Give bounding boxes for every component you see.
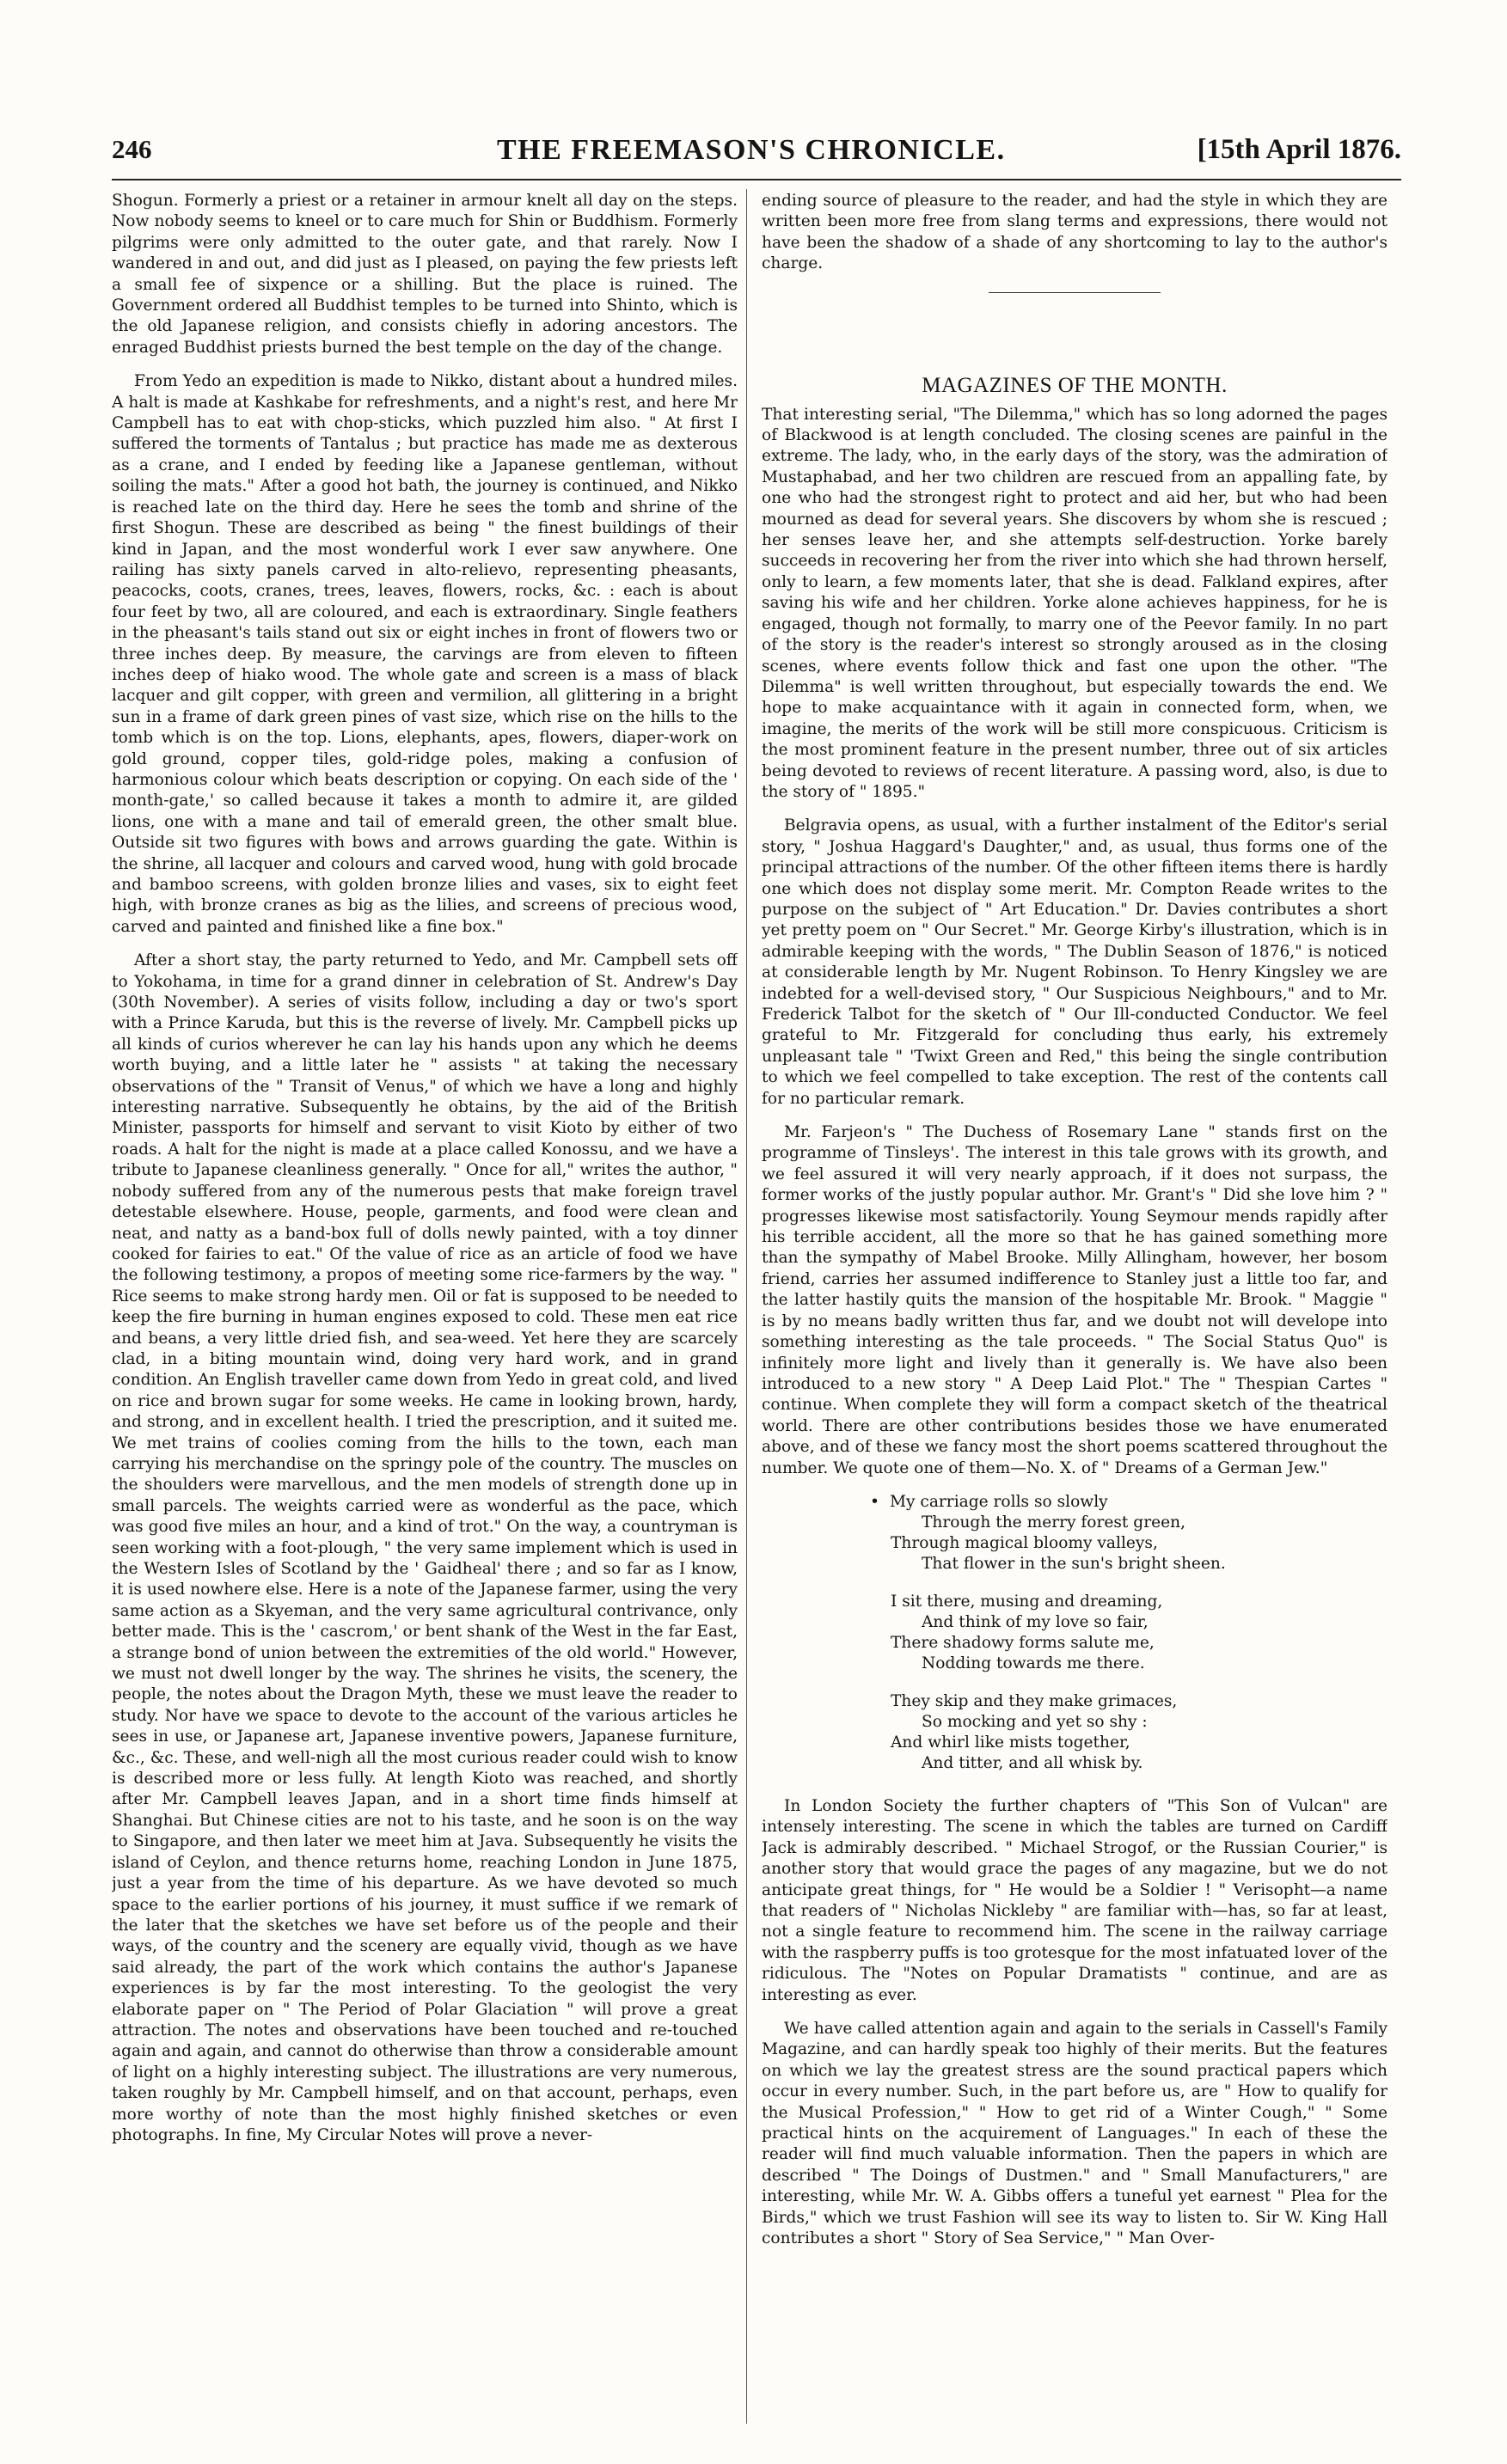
right-column — [762, 191, 1388, 2425]
page-number: 246 — [112, 134, 152, 164]
poem-line: So mocking and yet so shy : — [922, 1712, 1148, 1731]
right-intro-paragraph: ending source of pleasure to the reader, and had the style in which they are written been more free from slang terms and expressions, there would not have been the shadow of a shade of any shortcoming to lay to the author's charge. — [762, 192, 1388, 273]
poem-line: Through the merry forest green, — [922, 1513, 1185, 1532]
review-paragraph: Belgravia opens, as usual, with a further instalment of the Editor's serial story, " Joshua Haggard's Daughter," and, as usual, thus forms one of the principal attractions of the number. Of the other fifteen items there is hardly one which does not display some merit. Mr. Compton Reade writes to the purpose on the subject of " Art Education." Dr. Davies contributes a short yet pretty poem on " Our Secret." Mr. George Kirby's illustration, which is in admirable keeping with the words, " The Dublin Season of 1876," is noticed at considerable length by Mr. Nugent Robinson. To Henry Kingsley we are indebted for a well-devised story, " Our Suspicious Neighbours," and to Mr. Frederick Talbot for the sketch of " Our Ill-conducted Conductor. We feel grateful to Mr. Fitzgerald for concluding thus early, his extremely unpleasant tale " 'Twixt Green and Red," this being the single contribution to which we feel compelled to take exception. The rest of the contents call for no particular remark. — [762, 816, 1388, 1108]
poem-line: And whirl like mists together, — [891, 1733, 1130, 1752]
section-title: MAGAZINES OF THE MONTH. — [922, 373, 1228, 397]
poem — [870, 1492, 1388, 1774]
poem-stanza — [891, 1691, 1388, 1774]
header-rule — [112, 179, 1401, 180]
poem-line: They skip and they make grimaces, — [891, 1691, 1178, 1710]
section-separator — [989, 292, 1161, 293]
left-column — [112, 191, 738, 2425]
poem-stanza — [891, 1592, 1388, 1674]
issue-date: [15th April 1876. — [1197, 134, 1401, 165]
page-header — [112, 134, 1401, 168]
poem-line: Nodding towards me there. — [922, 1654, 1145, 1672]
masthead-title: THE FREEMASON'S CHRONICLE. — [497, 134, 1006, 166]
poem-line: And titter, and all whisk by. — [922, 1753, 1143, 1772]
poem-line: That flower in the sun's bright sheen. — [922, 1554, 1226, 1573]
poem-line: I sit there, musing and dreaming, — [891, 1592, 1163, 1611]
poem-line: • My carriage rolls so slowly — [870, 1492, 1108, 1511]
column-divider — [746, 189, 747, 2424]
poem-line: There shadowy forms salute me, — [891, 1633, 1155, 1652]
left-paragraph: Shogun. Formerly a priest or a retainer in armour knelt all day on the steps. Now nobody seems to kneel or to care much for Shin or Buddhism. Formerly pilgrims were only admitted to the outer gate, and that rarely. Now I wandered in and out, and did just as I pleased, on paying the few priests left a small fee of sixpence or a shilling. But the place is ruined. The Government ordered all Buddhist temples to be turned into Shinto, which is the old Japanese religion, and consists chiefly in adoring ancestors. The enraged Buddhist priests burned the best temple on the day of the change. — [112, 192, 738, 357]
review-paragraph: In London Society the further chapters of "This Son of Vulcan" are intensely interesting. The scene in which the tables are turned on Cardiff Jack is admirably described. " Michael Strogof, or the Russian Courier," is another story that would grace the pages of any magazine, but we do not anticipate great things, for " He would be a Soldier ! " Verisopht—a name that readers of " Nicholas Nickleby " are familiar with—has, so far at least, not a single feature to recommend him. The scene in the railway carriage with the raspberry puffs is too grotesque for the most infatuated lover of the ridiculous. The "Notes on Popular Dramatists " continue, and are as interesting as ever. — [762, 1796, 1388, 2004]
poem-line: Through magical bloomy valleys, — [891, 1533, 1158, 1552]
poem-stanza — [870, 1492, 1388, 1574]
review-paragraph: Mr. Farjeon's " The Duchess of Rosemary Lane " stands first on the programme of Tinsleys'. The interest in this tale grows with its growth, and we feel assured it will very nearly approach, if it does not surpass, the former works of the justly popular author. Mr. Grant's " Did she love him ? " progresses likewise most satisfactorily. Young Seymour mends rapidly after his terrible accident, all the more so that he has gained something more than the sympathy of Mabel Brooke. Milly Allingham, however, her bosom friend, carries her assumed indifference to Stanley just a little too far, and the latter hastily quits the mansion of the hospitable Mr. Brook. " Maggie " is by no means badly written thus far, and we doubt not will develope into something interesting as the tale proceeds. " The Social Status Quo" is infinitely more light and lively than it generally is. We have also been introduced to a new story " A Deep Laid Plot." The " Thespian Cartes " continue. When complete they will form a compact sketch of the theatrical world. There are other contributions besides those we have enumerated above, and of these we fancy most the short poems scattered throughout the number. We quote one of them—No. X. of " Dreams of a German Jew." — [762, 1123, 1388, 1477]
left-paragraph: After a short stay, the party returned to Yedo, and Mr. Campbell sets off to Yokohama, in time for a grand dinner in celebration of St. Andrew's Day (30th November). A series of visits follow, including a day or two's sport with a Prince Karuda, but this is the reverse of lively. Mr. Campbell picks up all kinds of curios wherever he can lay his hands upon any which he deems worth buying, and a little later he " assists " at taking the necessary observations of the " Transit of Venus," of which we have a long and highly interesting narrative. Subsequently he obtains, by the aid of the British Minister, passports for himself and servant to visit Kioto by either of two roads. A halt for the night is made at a place called Konossu, and we have a tribute to Japanese cleanliness generally. " Once for all," writes the author, " nobody suffered from any of the numerous pests that make foreign travel detestable elsewhere. House, people, garments, and food were clean and neat, and natty as a band-box full of dolls newly painted, with a toy dinner cooked for fairies to eat." Of the value of rice as an article of food we have the following testimony, a propos of meeting some rice-farmers by the way. " Rice seems to make strong hardy men. Oil or fat is supposed to be needed to keep the fire burning in human engines exposed to cold. These men eat rice and beans, a very little dried fish, and sea-weed. Yet here they are scarcely clad, in a biting mountain wind, doing very hard work, and in grand condition. An English traveller came down from Yedo in great cold, and lived on rice and brown sugar for some weeks. He came in looking brown, hardy, and strong, and in excellent health. I tried the prescription, and it suited me. We met trains of coolies coming from the hills to the town, each man carrying his merchandise on the springy pole of the country. The muscles on the shoulders were marvellous, and the men models of strength done up in small parcels. The weights carried were as wonderful as the pace, which was good five miles an hour, and a kind of trot." On the way, a countryman is seen working with a foot-plough, " the very same implement which is used in the Western Isles of Scotland by the ' Gaidheal' there ; and so far as I know, it is used nowhere else. Here is a note of the Japanese farmer, using the very same action as a Skyeman, and the very same agricultural contrivance, only better made. This is the ' cascrom,' or bent shank of the West in the far East, a strange bond of union between the extremities of the old world." However, we must not dwell longer by the way. The shrines he visits, the scenery, the people, the notes about the Dragon Myth, these we must leave the reader to study. Nor have we space to devote to the account of the various articles he sees in use, or Japanese art, Japanese inventive powers, Japanese furniture, &c., &c. These, and well-nigh all the most curious reader could wish to know is described more or less fully. At length Kioto was reached, and shortly after Mr. Campbell leaves Japan, and in a short time finds himself at Shanghai. But Chinese cities are not to his taste, and he soon is on the way to Singapore, and then later we meet him at Java. Subsequently he visits the island of Ceylon, and thence returns home, reaching London in June 1875, just a year from the time of his departure. As we have devoted so much space to the earlier portions of his journey, it must suffice if we remark of the later that the sketches we have set before us of the people and their ways, of the country and the scenery are equally vivid, though as we have said already, the part of the work which contains the author's Japanese experiences is by far the most interesting. To the geologist the very elaborate paper on " The Period of Polar Glaciation " will prove a great attraction. The notes and observations have been touched and re-touched again and again, and cannot do otherwise than throw a considerable amount of light on a highly interesting subject. The illustrations are very numerous, taken roughly by Mr. Campbell himself, and on that account, perhaps, even more worthy of note than the most highly finished sketches or even photographs. In fine, My Circular Notes will prove a never- — [112, 951, 738, 2144]
poem-line: And think of my love so fair, — [922, 1612, 1149, 1631]
poem-bullet-mark: • — [870, 1492, 879, 1511]
review-paragraph: That interesting serial, "The Dilemma," which has so long adorned the pages of Blackwood is at length concluded. The closing scenes are painful in the extreme. The lady, who, in the early days of the story, was the admiration of Mustaphabad, and her two children are rescued from an appalling fate, by one who had the strongest right to protect and aid her, but who had been mourned as dead for several years. She discovers by whom she is rescued ; her senses leave her, and she attempts self-destruction. Yorke barely succeeds in recovering her from the river into which she had thrown herself, only to learn, a few moments later, that she is dead. Falkland expires, after saving his wife and her children. Yorke alone achieves happiness, for he is engaged, though not formally, to marry one of the Peevor family. In no part of the story is the reader's interest so strongly aroused as in the closing scenes, where events follow thick and fast one upon the other. "The Dilemma" is well written throughout, but especially towards the end. We hope to make acquaintance with it again in connected form, when, we imagine, the merits of the work will be still more conspicuous. Criticism is the most prominent feature in the present number, three out of six articles being devoted to reviews of recent literature. A passing word, also, is due to the story of " 1895." — [762, 405, 1388, 801]
review-paragraph: We have called attention again and again to the serials in Cassell's Family Magazine, and can hardly speak too highly of their merits. But the features on which we lay the greatest stress are the sound practical papers which occur in every number. Such, in the part before us, are " How to qualify for the Musical Profession," " How to get rid of a Winter Cough," " Some practical hints on the acquirement of Languages." In each of these the reader will find much valuable information. Then the papers in which are described " The Doings of Dustmen." and " Small Manufacturers," are interesting, while Mr. W. A. Gibbs offers a tuneful yet earnest " Plea for the Birds," which we trust Fashion will see its way to listen to. Sir W. King Hall contributes a short " Story of Sea Service," " Man Over- — [762, 2020, 1388, 2248]
left-paragraph: From Yedo an expedition is made to Nikko, distant about a hundred miles. A halt is made at Kashkabe for refreshments, and a night's rest, and here Mr Campbell has to eat with chop-sticks, which puzzled him also. " At first I suffered the torments of Tantalus ; but practice has made me as dexterous as a crane, and I ended by feeding like a Japanese gentleman, without soiling the mats." After a good hot bath, the journey is continued, and Nikko is reached late on the third day. Here he sees the tomb and shrine of the first Shogun. These are described as being " the finest buildings of their kind in Japan, and the most wonderful work I ever saw anywhere. One railing has sixty panels carved in alto-relievo, representing pheasants, peacocks, coots, cranes, trees, leaves, flowers, rocks, &c. : each is about four feet by two, all are coloured, and each is extraordinary. Single feathers in the pheasant's tails stand out six or eight inches in front of flowers two or three inches deep. By measure, the carvings are from eleven to fifteen inches deep of hiako wood. The whole gate and screen is a mass of black lacquer and gilt copper, with green and vermilion, all glittering in a bright sun in a frame of dark green pines of vast size, which rise on the hills to the tomb which is on the top. Lions, elephants, apes, flowers, diaper-work on gold ground, copper tiles, gold-ridge poles, making a confusion of harmonious colour which beats description or copying. On each side of the ' month-gate,' so called because it takes a month to admire it, are gilded lions, one with a mane and tail of emerald green, the other smalt blue. Outside sit two figures with bows and arrows guarding the gate. Within is the shrine, all lacquer and colours and carved wood, hung with gold brocade and bamboo screens, with golden bronze lilies and vases, six to eight feet high, with bronze cranes as big as the lilies, and screens of precious wood, carved and painted and finished like a fine box." — [112, 372, 738, 936]
